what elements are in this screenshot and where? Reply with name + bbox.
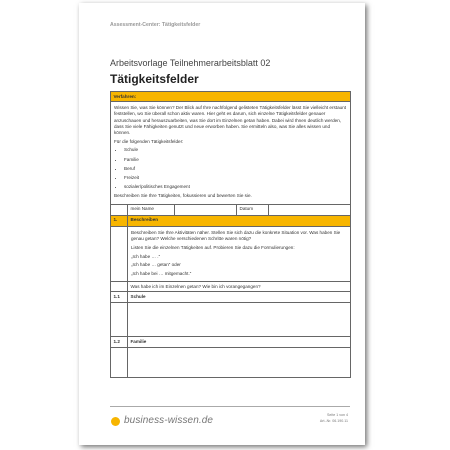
- list-item: • Familie: [124, 157, 347, 163]
- list-item: • sozialer/politisches Engagement: [124, 184, 347, 190]
- phrase-item: „Ich habe … .“: [131, 253, 161, 259]
- list-item: • Freizeit: [124, 175, 347, 181]
- sub1-answer-row: [111, 303, 351, 337]
- verfahren-label: Verfahren:: [111, 92, 351, 102]
- document-header: Assessment-Center: Tätigkeitsfelder: [110, 22, 201, 28]
- list-item: • Schule: [124, 147, 347, 153]
- worksheet-table: [110, 91, 351, 378]
- date-label: Datum: [237, 204, 269, 215]
- sub2-answer-row: [111, 348, 351, 378]
- sub1-label: Schule: [128, 292, 351, 303]
- date-field[interactable]: [269, 204, 351, 215]
- section1-number: 1.: [111, 215, 128, 226]
- sub1-answer-field[interactable]: [128, 303, 351, 337]
- page-info: [300, 413, 348, 425]
- name-date-row: [111, 204, 351, 215]
- section1-instructions: Beschreiben Sie Ihre Aktivitäten näher. Stellen Sie sich dazu die konkrete Situation vor. Was haben Sie genau getan? Welche verschiedenen Schritte waren nötig?: [131, 229, 341, 242]
- section1-question: Was habe ich im Einzelnen getan? Wie bin ich vorangegangen?: [128, 282, 351, 292]
- sub1-header-row: [111, 292, 351, 303]
- logo-dot-icon: [111, 417, 120, 426]
- sub2-number: 1.2: [111, 337, 128, 348]
- blank-cell: [111, 226, 128, 281]
- section1-header-row: [111, 215, 351, 226]
- verfahren-header-row: [111, 92, 351, 102]
- verfahren-intro: Wissen Sie, was Sie können? Der Blick auf Ihre nachfolgend gelisteten Tätigkeitsfelder lässt Sie vielleicht erstaunt feststellen, wo Sie überall schon aktiv waren. Hier geht es darum, sich einzelne Tätigkeitsfelder genauer anzuschauen und herauszuarbeiten, was Sie dort im Einzelnen getan haben. Dabei wird Ihnen deutlich werden, dass Sie viele Fähigkeiten genutzt und neue erworben haben. Sie ermitteln also, was Sie alles wissen und können.: [114, 105, 347, 135]
- sub2-label: Familie: [128, 337, 351, 348]
- sub2-header-row: [111, 337, 351, 348]
- taetigkeitsfelder-list: [114, 147, 347, 190]
- sub2-answer-field[interactable]: [128, 348, 351, 378]
- name-field[interactable]: [175, 204, 237, 215]
- blank-cell: [111, 303, 128, 337]
- blank-cell: [111, 204, 128, 215]
- page-number: Seite 1 von 4: [327, 413, 348, 417]
- section1-label: Beschreiben: [128, 215, 351, 226]
- list-item: • Beruf: [124, 166, 347, 172]
- section1-formulation-lead: Listen Sie die einzelnen Tätigkeiten auf. Probieren Sie dazu die Formulierungen:: [131, 244, 295, 250]
- article-number: Art.-Nr. 06.190.11: [319, 418, 348, 423]
- question-row: [111, 282, 351, 292]
- footer-logo: business-wissen.de: [124, 415, 214, 426]
- document-title: Tätigkeitsfelder: [110, 72, 199, 86]
- blank-cell: [111, 348, 128, 378]
- verfahren-body-row: [111, 102, 351, 205]
- verfahren-outro: Beschreiben Sie Ihre Tätigkeiten, fokussieren und bewerten Sie sie.: [114, 193, 252, 199]
- verfahren-lead: Für die folgenden Tätigkeitsfelder:: [114, 138, 184, 144]
- name-label: mein Name: [128, 204, 175, 215]
- section1-body-row: [111, 226, 351, 281]
- phrase-item: „Ich habe … getan“ oder: [131, 262, 181, 268]
- footer-divider: [110, 406, 350, 407]
- blank-cell: [111, 282, 128, 292]
- phrase-item: „Ich habe bei … mitgemacht.“: [131, 270, 192, 276]
- document-subtitle: Arbeitsvorlage Teilnehmerarbeitsblatt 02: [110, 58, 271, 68]
- sub1-number: 1.1: [111, 292, 128, 303]
